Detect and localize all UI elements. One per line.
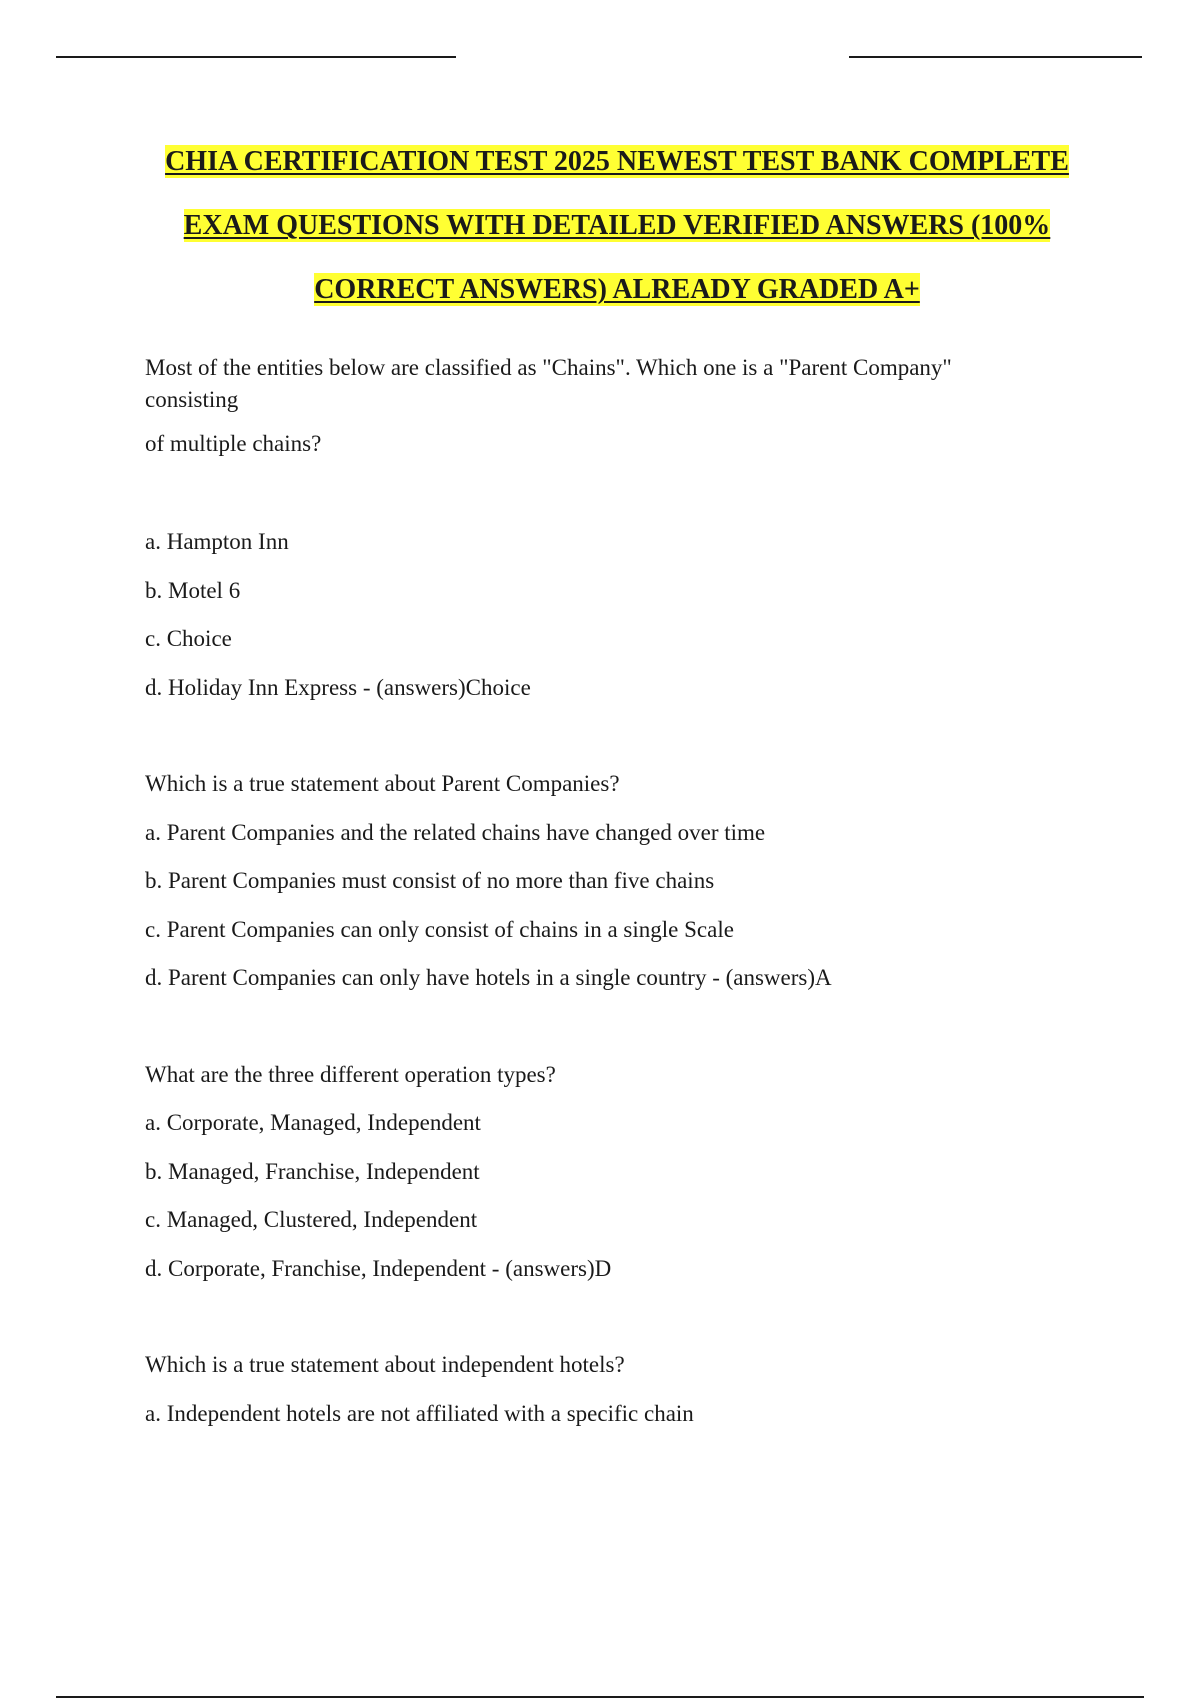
question-text: Which is a true statement about independent hotels? (145, 1352, 625, 1377)
answer-option: c. Managed, Clustered, Independent (145, 1207, 478, 1232)
answer-options (145, 1107, 1045, 1301)
answer-options (145, 526, 1045, 720)
spacer (145, 460, 1045, 526)
question-1 (145, 352, 1045, 720)
answer-option: d. Holiday Inn Express - (answers)Choice (145, 674, 531, 700)
footer-rule (56, 1696, 1144, 1698)
answer-option: a. Corporate, Managed, Independent (145, 1110, 481, 1135)
answer-option: d. Parent Companies can only have hotels in a single country - (answers)A (145, 965, 832, 990)
title-line-2: EXAM QUESTIONS WITH DETAILED VERIFIED ANSWERS (100% (183, 210, 1051, 241)
answer-option: c. Parent Companies can only consist of chains in a single Scale (145, 916, 734, 942)
question-list (145, 352, 1045, 1494)
answer-option: a. Hampton Inn (145, 529, 289, 554)
title-line-1: CHIA CERTIFICATION TEST 2025 NEWEST TEST BANK COMPLETE (165, 146, 1069, 177)
question-4 (145, 1349, 1045, 1446)
answer-option: b. Managed, Franchise, Independent (145, 1158, 480, 1184)
question-text: Which is a true statement about Parent Companies? (145, 771, 620, 796)
question-2 (145, 768, 1045, 1011)
question-text: Most of the entities below are classified as "Chains". Which one is a "Parent Company" (145, 355, 952, 380)
header-rule-right (849, 56, 1142, 58)
answer-option: c. Choice (145, 626, 232, 651)
question-text-cont: consisting (145, 387, 239, 412)
title-line-3: CORRECT ANSWERS) ALREADY GRADED A+ (314, 274, 920, 305)
document-title (0, 142, 1200, 334)
answer-option: b. Motel 6 (145, 577, 241, 603)
answer-options (145, 817, 1045, 1011)
answer-options (145, 1398, 1045, 1447)
answer-option: a. Independent hotels are not affiliated with a specific chain (145, 1400, 694, 1426)
answer-option: d. Corporate, Franchise, Independent - (answers)D (145, 1255, 612, 1281)
question-text: What are the three different operation types? (145, 1061, 556, 1087)
answer-option: b. Parent Companies must consist of no more than five chains (145, 868, 715, 893)
question-3 (145, 1059, 1045, 1302)
answer-option: a. Parent Companies and the related chains have changed over time (145, 819, 766, 845)
header-rule-left (56, 56, 456, 58)
question-text-cont: of multiple chains? (145, 431, 322, 456)
